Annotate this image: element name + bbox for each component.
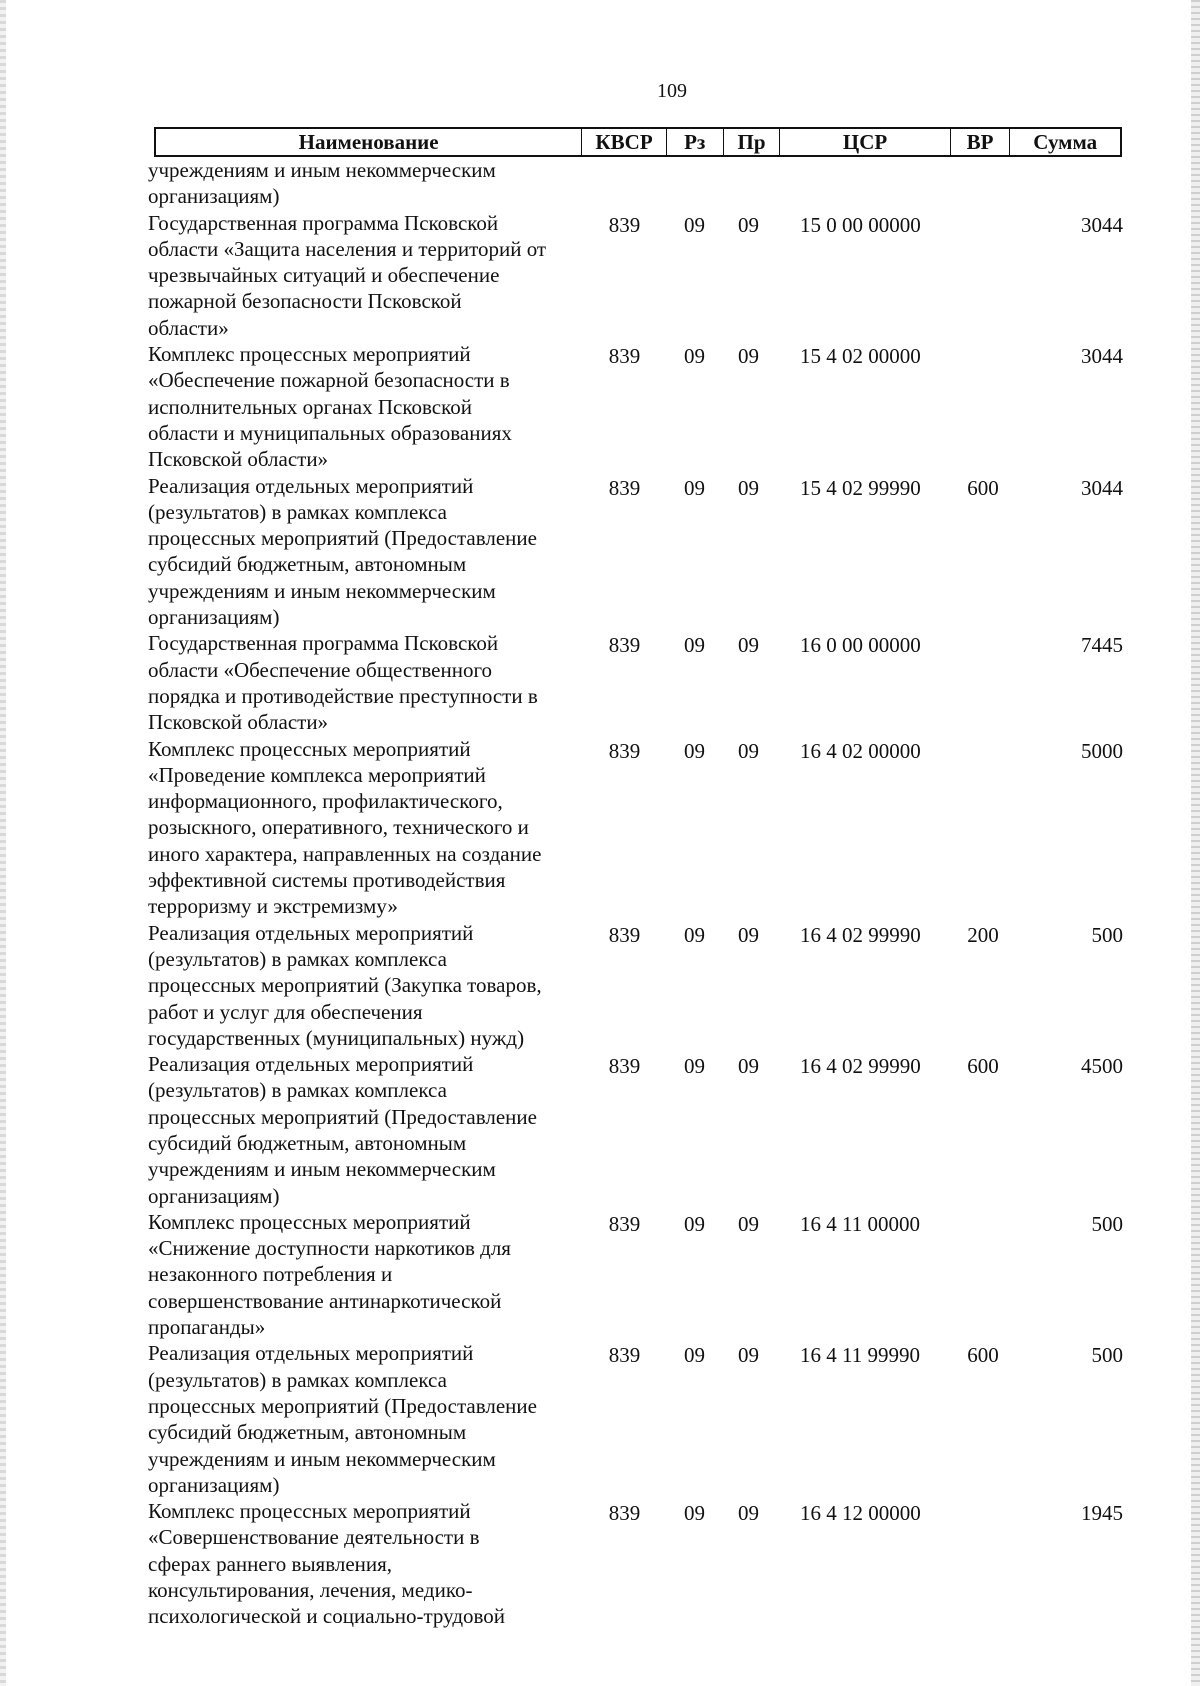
cell-vr [953, 736, 1013, 738]
cell-csr: 16 4 02 99990 [800, 922, 921, 947]
cell-kvsr: 839 [608, 1501, 641, 1526]
cell-kvsr: 839 [608, 212, 641, 237]
cell-rz: 09 [684, 475, 705, 500]
cell-name: Комплекс процессных мероприятий «Снижение доступности наркотиков для незаконного потребления и совершенствование антинаркотической пропаганды» [148, 1209, 511, 1340]
cell-sum: 1945 [1081, 1501, 1123, 1526]
cell-vr [953, 157, 1013, 159]
cell-pr [718, 157, 775, 159]
cell-pr: 09 [738, 1054, 759, 1079]
cell-name: Реализация отдельных мероприятий (результатов) в рамках комплекса процессных мероприятий (Предоставление субсидий бюджетным, автономным учреждениям и иным некоммерческим организациям) [148, 1341, 537, 1497]
cell-name: Государственная программа Псковской области «Защита населения и территорий от чрезвычайных ситуаций и обеспечение пожарной безопасности Псковской области» [148, 210, 547, 340]
scan-edge-left [0, 0, 6, 1686]
table-row [148, 920, 1128, 1051]
cell-name: Реализация отдельных мероприятий (результатов) в рамках комплекса процессных мероприятий (Закупка товаров, работ и услуг для обеспечения государственных (муниципальных) нужд) [148, 920, 542, 1050]
header-kvsr: КВСР [582, 129, 667, 155]
cell-vr [953, 630, 1013, 632]
header-sum: Сумма [1033, 129, 1098, 154]
cell-kvsr: 839 [608, 1054, 641, 1079]
header-name: Наименование [156, 129, 582, 155]
cell-vr [953, 210, 1013, 212]
cell-sum: 500 [1091, 1343, 1123, 1368]
cell-rz: 09 [684, 212, 705, 237]
cell-sum: 3044 [1081, 475, 1123, 500]
cell-vr [953, 1209, 1013, 1211]
cell-vr: 600 [967, 475, 999, 500]
cell-vr [953, 1498, 1013, 1500]
cell-csr: 15 4 02 99990 [800, 475, 921, 500]
cell-csr: 16 4 11 99990 [800, 1343, 920, 1368]
table-row [148, 1340, 1128, 1498]
cell-csr: 16 4 11 00000 [800, 1211, 920, 1236]
table-row [148, 157, 1128, 210]
header-rz: Рз [667, 129, 724, 155]
cell-name: Комплекс процессных мероприятий «Обеспечение пожарной безопасности в исполнительных органах Псковской области и муниципальных образованиях Псковской области» [148, 342, 512, 472]
cell-csr: 16 4 02 00000 [800, 738, 921, 763]
cell-csr: 15 4 02 00000 [800, 344, 921, 369]
cell-rz [661, 157, 718, 159]
cell-rz: 09 [684, 633, 705, 658]
cell-pr: 09 [738, 922, 759, 947]
cell-pr: 09 [738, 344, 759, 369]
cell-kvsr: 839 [608, 344, 641, 369]
table-row [148, 341, 1128, 472]
cell-sum: 500 [1091, 1211, 1123, 1236]
table-row [148, 473, 1128, 631]
cell-rz: 09 [684, 922, 705, 947]
cell-vr [953, 341, 1013, 343]
cell-name: Комплекс процессных мероприятий «Проведение комплекса мероприятий информационного, профилактического, розыскного, оперативного, технического и иного характера, направленных на создание эффективной системы противодействия терроризму и экстремизму» [148, 736, 542, 919]
table-row [148, 1051, 1128, 1209]
header-vr: ВР [951, 129, 1011, 155]
cell-csr: 16 4 02 99990 [800, 1054, 921, 1079]
cell-name: Комплекс процессных мероприятий «Совершенствование деятельности в сферах раннего выявления, консультирования, лечения, медико- психологической и социально-трудовой [148, 1499, 506, 1629]
table-row [148, 210, 1128, 341]
table-header [154, 127, 1122, 157]
cell-kvsr: 839 [608, 738, 641, 763]
cell-sum: 500 [1091, 922, 1123, 947]
cell-csr: 15 0 00 00000 [800, 212, 921, 237]
header-pr: Пр [724, 129, 781, 155]
scan-edge-right [1191, 0, 1200, 1686]
cell-name: Реализация отдельных мероприятий (результатов) в рамках комплекса процессных мероприятий (Предоставление субсидий бюджетным, автономным учреждениям и иным некоммерческим организациям) [148, 473, 537, 630]
cell-pr: 09 [738, 738, 759, 763]
table-body [148, 157, 1128, 1630]
cell-name: Реализация отдельных мероприятий (результатов) в рамках комплекса процессных мероприятий (Предоставление субсидий бюджетным, автономным учреждениям и иным некоммерческим организациям) [148, 1052, 537, 1208]
cell-kvsr: 839 [608, 1343, 641, 1368]
cell-name: Государственная программа Псковской области «Обеспечение общественного порядка и противодействие преступности в Псковской области» [148, 631, 538, 735]
cell-rz: 09 [684, 1501, 705, 1526]
cell-rz: 09 [684, 1211, 705, 1236]
table-row [148, 630, 1128, 735]
cell-sum [1013, 157, 1123, 159]
header-csr: ЦСР [780, 129, 950, 155]
cell-rz: 09 [684, 1054, 705, 1079]
page-number: 109 [657, 80, 687, 102]
cell-pr: 09 [738, 1343, 759, 1368]
cell-name: учреждениям и иным некоммерческим организациям) [148, 158, 496, 209]
cell-sum: 3044 [1081, 344, 1123, 369]
cell-rz: 09 [684, 1343, 705, 1368]
table-row [148, 736, 1128, 920]
table-row [148, 1209, 1128, 1340]
cell-sum: 7445 [1081, 633, 1123, 658]
cell-vr: 600 [967, 1054, 999, 1079]
cell-kvsr: 839 [608, 633, 641, 658]
cell-csr: 16 4 12 00000 [800, 1501, 921, 1526]
cell-vr: 200 [967, 922, 999, 947]
cell-pr: 09 [738, 633, 759, 658]
cell-rz: 09 [684, 344, 705, 369]
cell-kvsr: 839 [608, 1211, 641, 1236]
cell-csr [775, 157, 953, 159]
cell-sum: 3044 [1081, 212, 1123, 237]
cell-sum: 4500 [1081, 1054, 1123, 1079]
cell-pr: 09 [738, 1501, 759, 1526]
cell-sum: 5000 [1081, 738, 1123, 763]
cell-pr: 09 [738, 1211, 759, 1236]
cell-rz: 09 [684, 738, 705, 763]
table-row [148, 1498, 1128, 1629]
cell-csr: 16 0 00 00000 [800, 633, 921, 658]
cell-kvsr [576, 157, 661, 159]
cell-kvsr: 839 [608, 475, 641, 500]
cell-vr: 600 [967, 1343, 999, 1368]
cell-kvsr: 839 [608, 922, 641, 947]
cell-pr: 09 [738, 212, 759, 237]
cell-pr: 09 [738, 475, 759, 500]
